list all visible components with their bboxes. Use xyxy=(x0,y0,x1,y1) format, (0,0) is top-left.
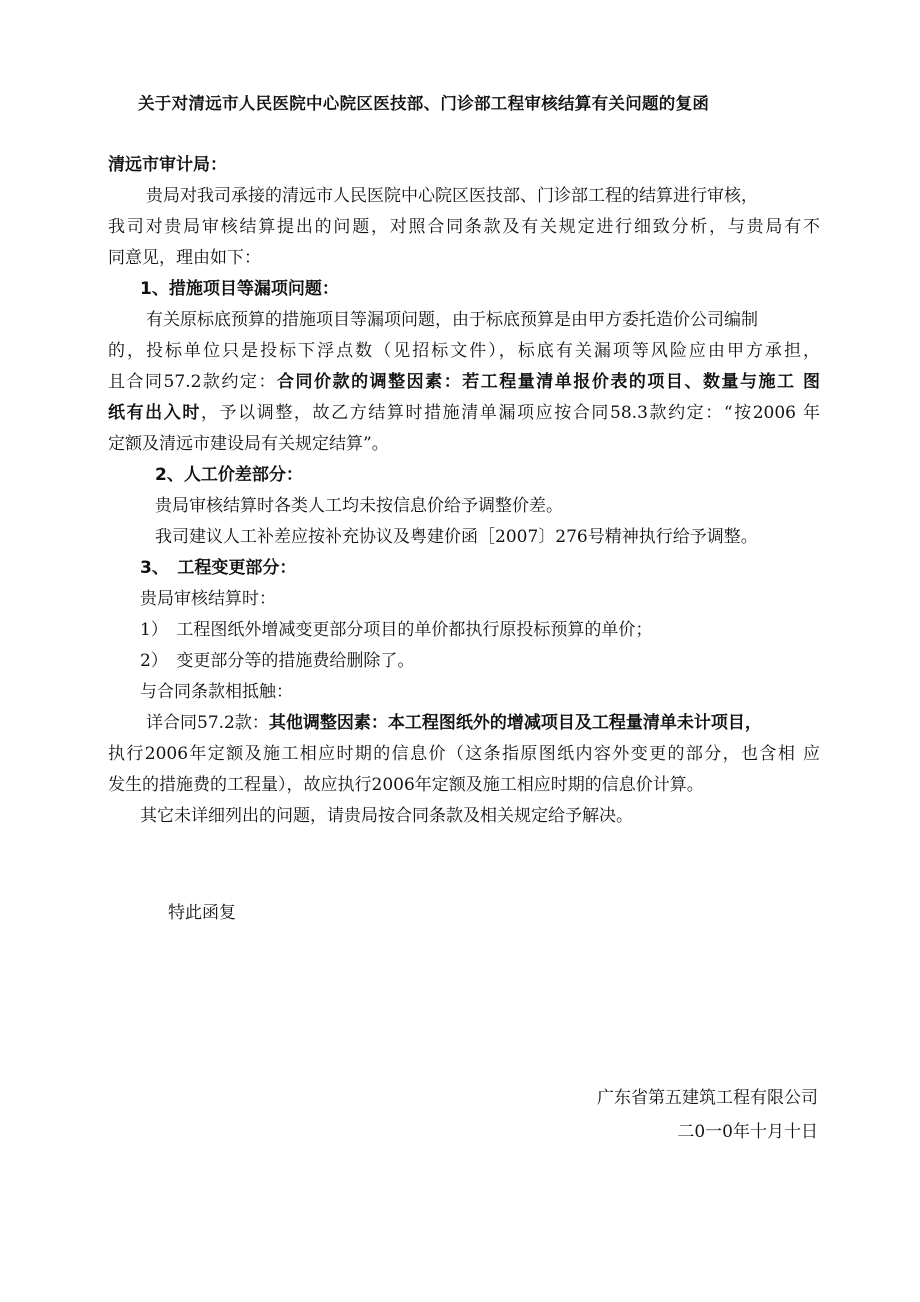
section-3-line-5 xyxy=(146,712,762,734)
section-1-line-2: 的，投标单位只是投标下浮点数（见招标文件），标底有关漏项等风险应由甲方承担， xyxy=(108,341,820,361)
section-3-line-4: 与合同条款相抵触： xyxy=(140,682,293,702)
section-3-heading: 3、 工程变更部分： xyxy=(140,558,297,578)
section-3-line-2: 1） 工程图纸外增减变更部分项目的单价都执行原投标预算的单价； xyxy=(140,620,653,640)
section-1-heading: 1、措施项目等漏项问题： xyxy=(140,279,339,299)
section-1-line-3-plain: 且合同57.2款约定： xyxy=(108,372,278,392)
section-2-line-1: 贵局审核结算时各类人工均未按信息价给予调整价差。 xyxy=(155,496,563,516)
section-2-line-2: 我司建议人工补差应按补充协议及粤建价函［2007〕276号精神执行给予调整。 xyxy=(155,527,758,547)
section-1-line-1: 有关原标底预算的措施项目等漏项问题，由于标底预算是由甲方委托造价公司编制 xyxy=(146,310,758,330)
section-1-line-5: 定额及清远市建设局有关规定结算”。 xyxy=(108,434,389,454)
section-3-line-1: 贵局审核结算时： xyxy=(140,589,276,609)
section-3-line-8: 其它未详细列出的问题，请贵局按合同条款及相关规定给予解决。 xyxy=(140,806,633,826)
section-3-line-6: 执行2006年定额及施工相应时期的信息价（这条指原图纸内容外变更的部分，也含相 应 xyxy=(108,744,820,764)
section-1-line-3 xyxy=(108,371,820,393)
intro-line-2: 我司对贵局审核结算提出的问题，对照合同条款及有关规定进行细致分析，与贵局有不 xyxy=(108,217,820,237)
signature-date: 二0一0年十月十日 xyxy=(677,1122,818,1142)
section-3-line-7: 发生的措施费的工程量），故应执行2006年定额及施工相应时期的信息价计算。 xyxy=(108,775,704,795)
intro-line-3: 同意见，理由如下： xyxy=(108,248,261,268)
section-3-line-3: 2） 变更部分等的措施费给删除了。 xyxy=(140,651,415,671)
salutation: 清远市审计局： xyxy=(108,155,227,175)
section-2-heading: 2、人工价差部分： xyxy=(155,465,303,485)
intro-line-1: 贵局对我司承接的清远市人民医院中心院区医技部、门诊部工程的结算进行审核， xyxy=(146,186,758,206)
document-title: 关于对清远市人民医院中心院区医技部、门诊部工程审核结算有关问题的复函 xyxy=(138,94,710,113)
section-1-line-4-plain: ，予以调整，故乙方结算时措施清单漏项应按合同58.3款约定：“按2006 年 xyxy=(200,403,820,423)
section-1-line-4-bold: 纸有出入时 xyxy=(108,403,201,423)
closing-text: 特此函复 xyxy=(168,903,236,923)
section-3-line-5-plain: 详合同57.2款： xyxy=(146,713,269,733)
section-3-line-5-bold: 其他调整因素：本工程图纸外的增减项目及工程量清单未计项目， xyxy=(268,713,762,733)
section-1-line-3-bold: 合同价款的调整因素：若工程量清单报价表的项目、数量与施工 图 xyxy=(277,372,820,392)
signature-company: 广东省第五建筑工程有限公司 xyxy=(597,1088,818,1108)
section-1-line-4 xyxy=(108,402,820,424)
